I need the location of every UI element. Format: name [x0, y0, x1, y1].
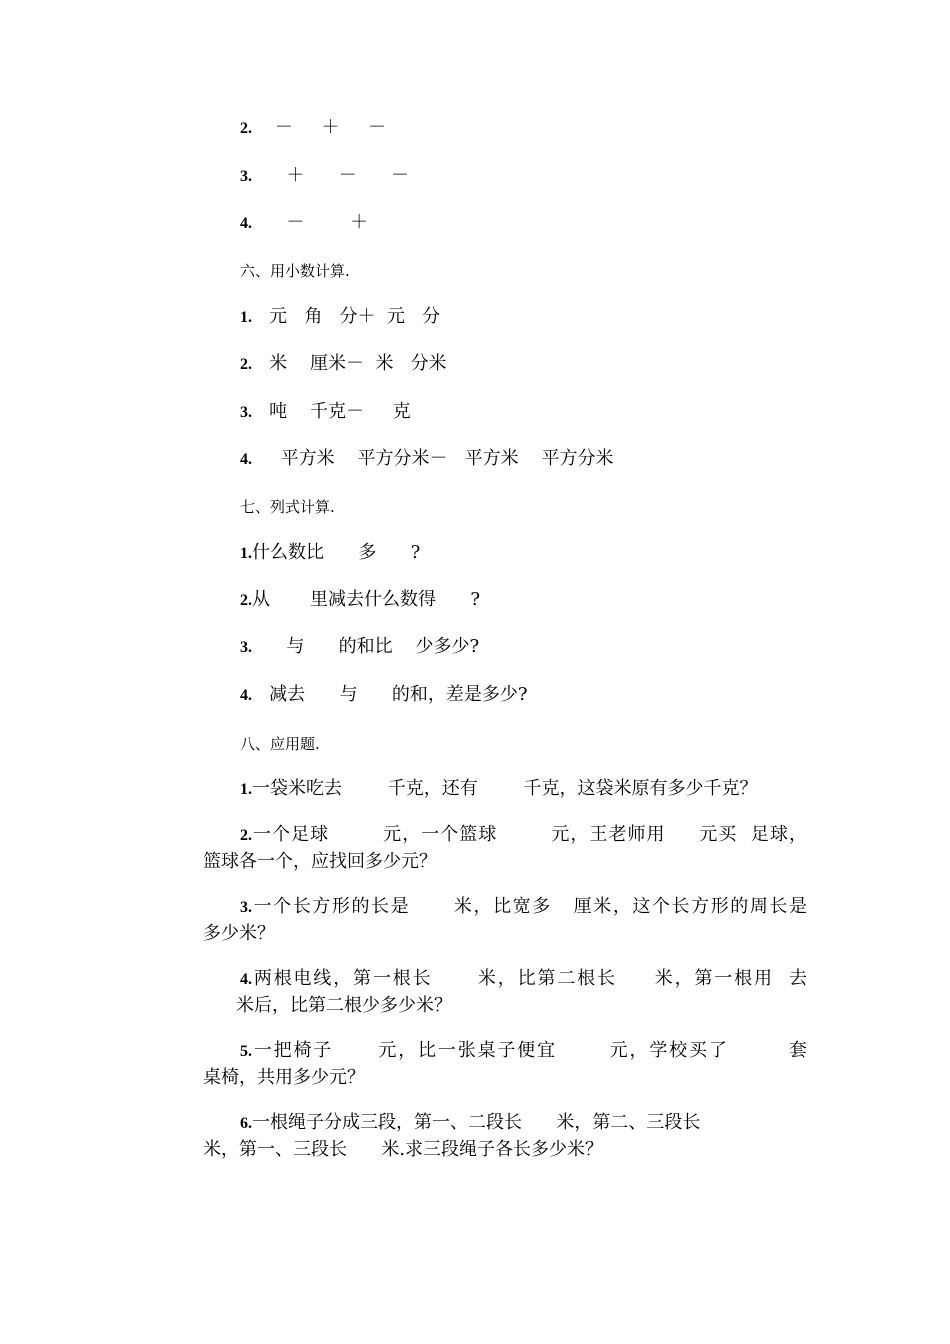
word-problem [240, 777, 758, 802]
item-number: 4. [240, 971, 252, 988]
list-item [240, 211, 368, 236]
problem-text: 一袋米吃去 千克，还有 千克，这袋米原有多少千克？ [252, 778, 758, 799]
item-number: 2. [240, 120, 252, 137]
problem-text-continued: 桌椅，共用多少元？ [203, 1067, 365, 1088]
problem-text: 两根电线，第一根长 米，比第二根长 米，第一根用 去 [252, 968, 807, 989]
word-problem [203, 966, 807, 1019]
item-number: 4. [240, 215, 252, 232]
list-item [240, 635, 479, 660]
word-problem [203, 1038, 807, 1091]
problem-text: 一个足球 元，一个篮球 元，王老师用 元买 足球， [252, 824, 807, 845]
item-text: 从 里减去什么数得 ? [252, 589, 481, 610]
problem-text-continued: 多少米？ [203, 923, 275, 944]
item-number: 3. [240, 639, 252, 656]
list-item [240, 683, 527, 708]
item-text: 与 的和比 少多少? [252, 636, 480, 657]
problem-text: 一个长方形的长是 米，比宽多 厘米，这个长方形的周长是 [252, 896, 807, 917]
problem-text-continued: 篮球各一个，应找回多少元？ [203, 851, 437, 872]
item-number: 3. [240, 899, 252, 916]
problem-text-continued: 米，第一、三段长 米.求三段绳子各长多少米？ [203, 1139, 604, 1160]
item-number: 1. [240, 781, 252, 798]
section-heading: 八、应用题. [240, 735, 320, 753]
list-item [240, 447, 614, 472]
list-item [240, 164, 409, 189]
item-text: 什么数比 多 ? [252, 542, 421, 563]
problem-text-continued: 米后，比第二根少多少米？ [236, 995, 452, 1016]
word-problem [203, 894, 807, 947]
list-item [240, 305, 440, 330]
item-number: 2. [240, 356, 252, 373]
item-text: 减去 与 的和，差是多少? [252, 684, 528, 705]
list-item [240, 588, 480, 613]
item-number: 1. [240, 309, 252, 326]
item-number: 5. [240, 1043, 252, 1060]
word-problem [203, 1110, 807, 1163]
item-number: 3. [240, 404, 252, 421]
item-text: 平方米 平方分米－ 平方米 平方分米 [252, 448, 614, 469]
list-item [240, 400, 411, 425]
item-number: 4. [240, 687, 252, 704]
section-heading: 七、列式计算. [240, 498, 335, 516]
item-text: 吨 千克－ 克 [252, 401, 411, 422]
item-number: 1. [240, 545, 252, 562]
item-text: － ＋ － [252, 117, 387, 138]
word-problem [203, 822, 807, 875]
item-number: 6. [240, 1115, 252, 1132]
list-item [240, 352, 447, 377]
item-text: 元 角 分＋ 元 分 [252, 306, 441, 327]
section-heading: 六、用小数计算. [240, 262, 350, 280]
item-number: 2. [240, 592, 252, 609]
item-text: － ＋ [252, 212, 369, 233]
item-text: ＋ － － [252, 165, 409, 186]
problem-text: 一根绳子分成三段，第一、二段长 米，第二、三段长 [252, 1112, 701, 1133]
item-number: 4. [240, 451, 252, 468]
item-number: 2. [240, 827, 252, 844]
list-item [240, 541, 420, 566]
list-item [240, 116, 386, 141]
problem-text: 一把椅子 元，比一张桌子便宜 元，学校买了 套 [252, 1040, 807, 1061]
item-text: 米 厘米－ 米 分米 [252, 353, 447, 374]
item-number: 3. [240, 168, 252, 185]
